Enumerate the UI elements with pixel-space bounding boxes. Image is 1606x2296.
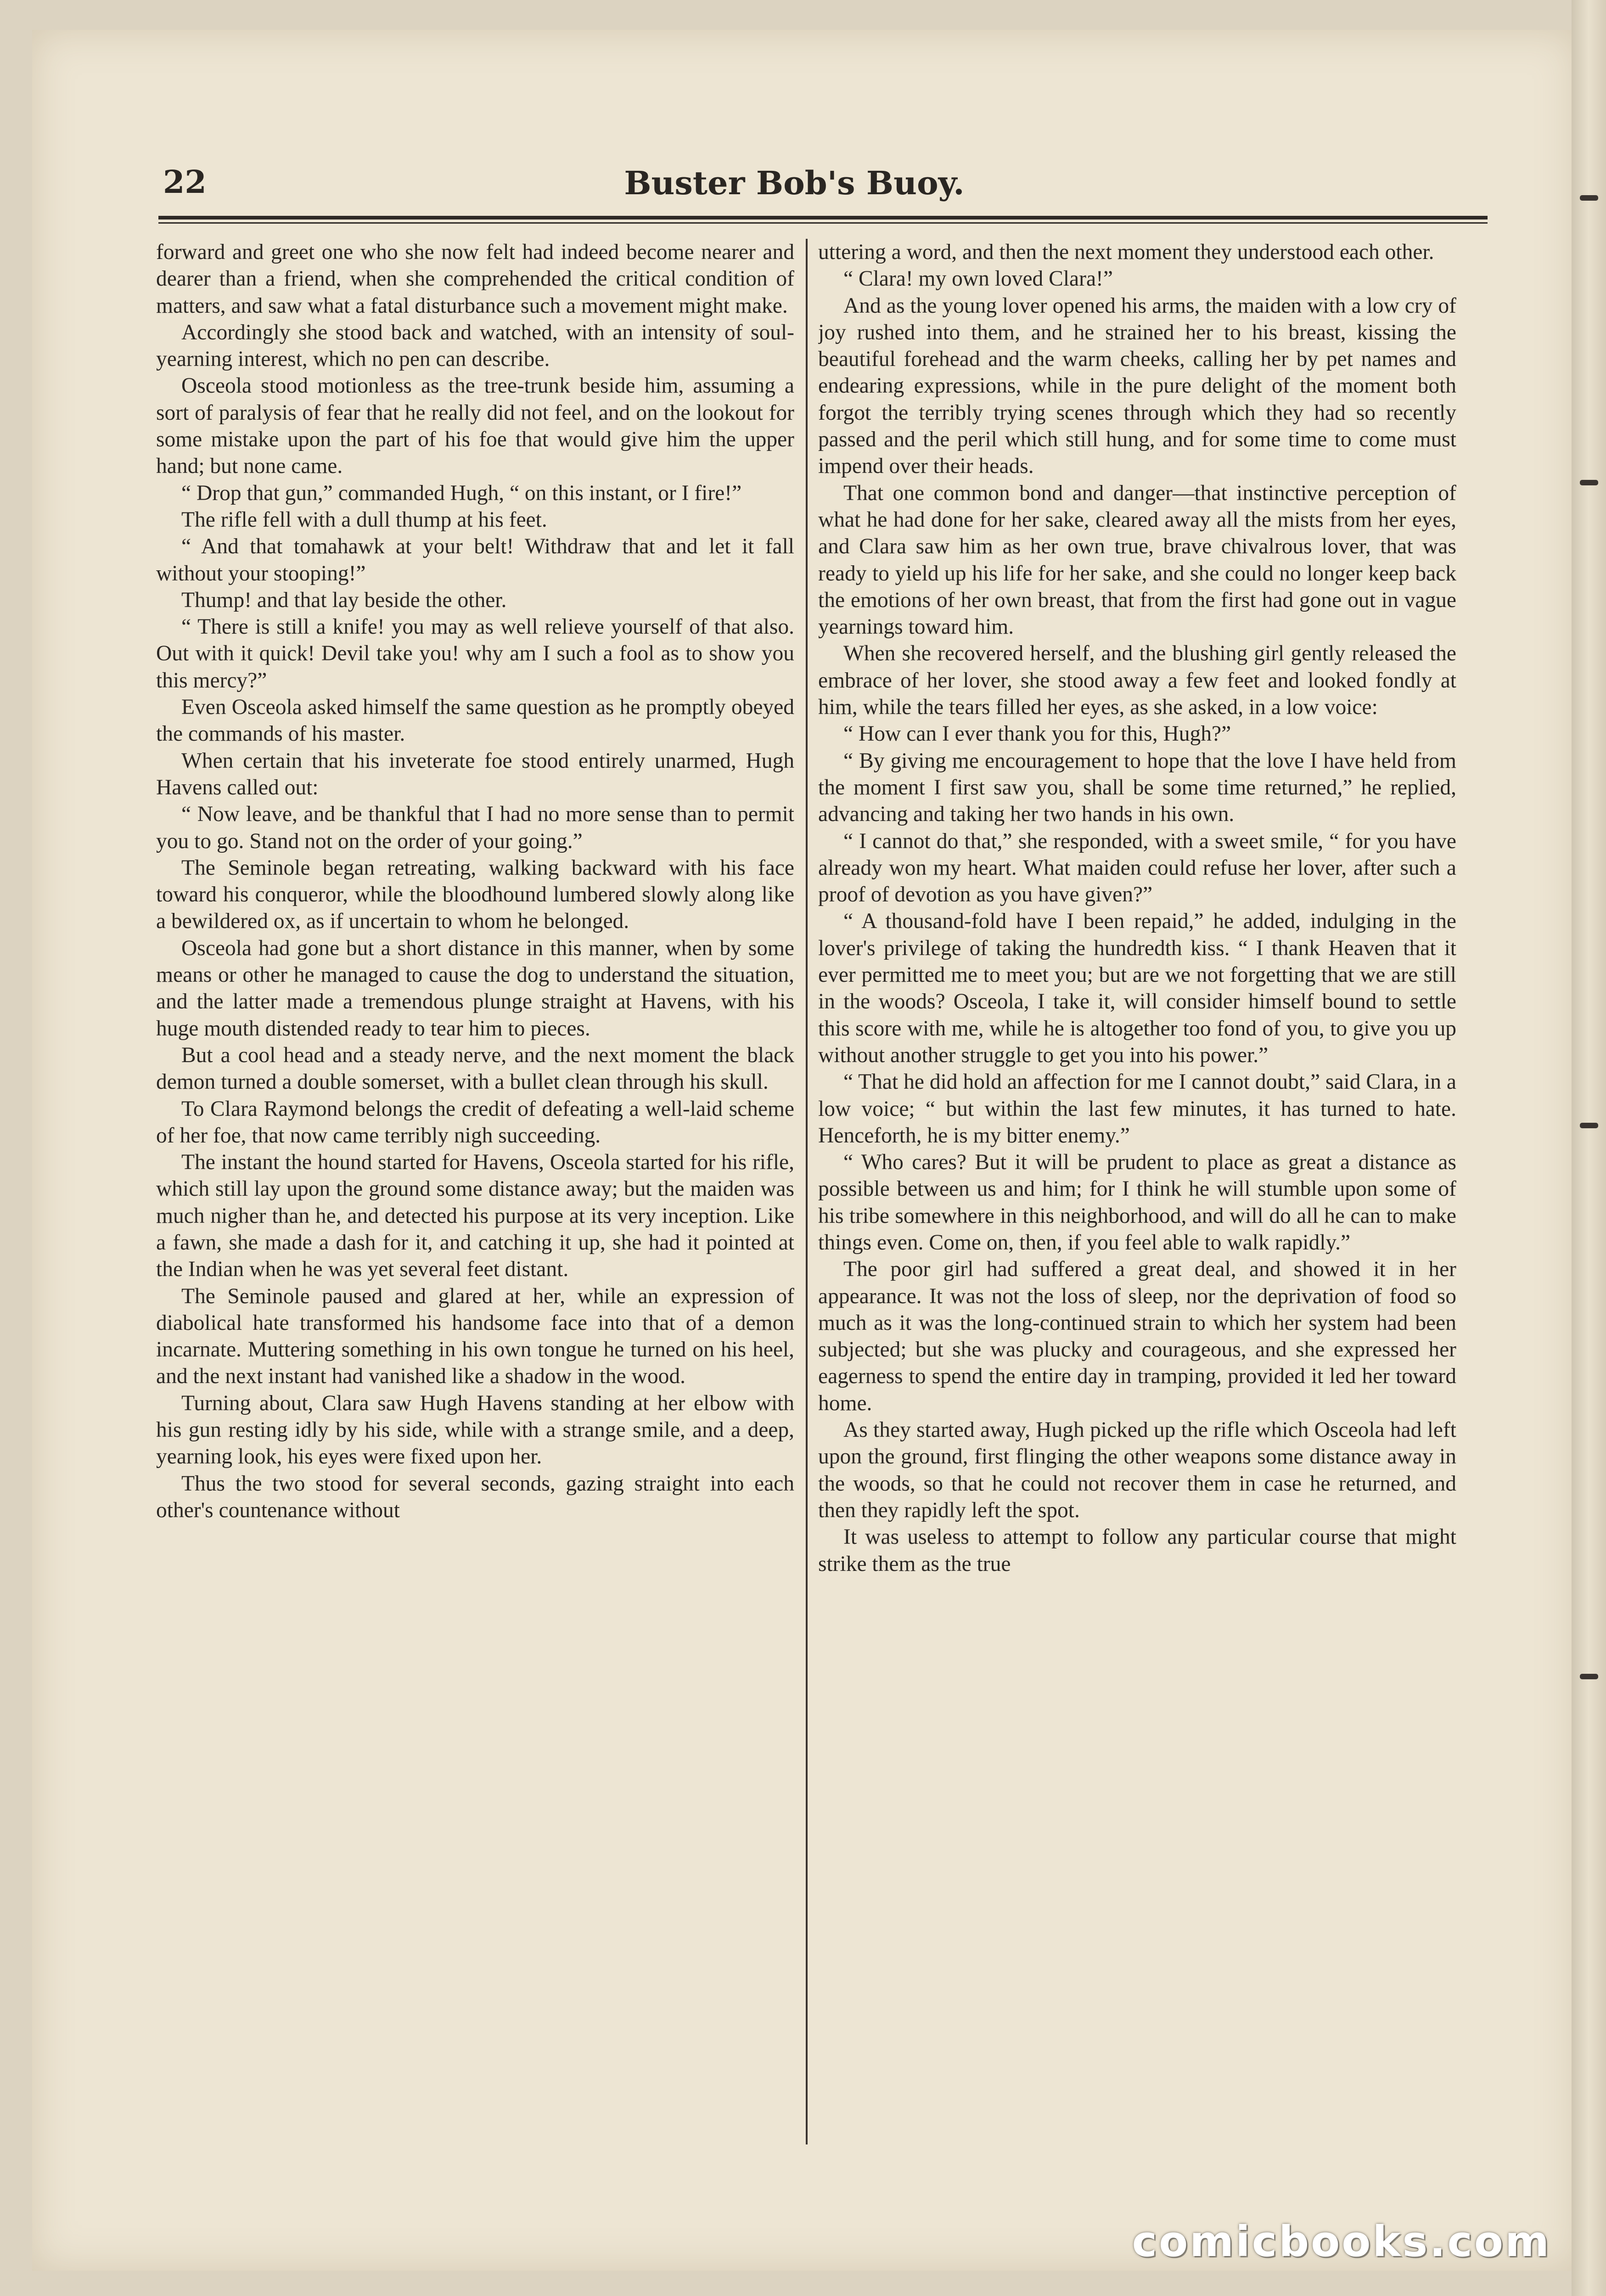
paragraph: When certain that his inveterate foe stood entirely unarmed, Hugh Havens called out: — [156, 748, 794, 799]
paragraph: Osceola had gone but a short distance in this manner, when by some means or other he managed to cause the dog to understand the situation, and the latter made a tremendous plunge straight at Havens, with his huge mouth distended ready to tear him to pieces. — [156, 936, 794, 1041]
paragraph: As they started away, Hugh picked up the rifle which Osceola had left upon the ground, first flinging the other weapons some distance away in the woods, so that he could not recover them in case he returned, and then they rapidly left the spot. — [818, 1418, 1456, 1522]
paragraph: The Seminole paused and glared at her, while an expression of diabolical hate transformed his handsome face into that of a demon incarnate. Muttering something in his own tongue he turned on his heel, and the next instant had vanished like a shadow in the wood. — [156, 1284, 794, 1389]
staple-mark — [1580, 480, 1598, 485]
paragraph: And as the young lover opened his arms, the maiden with a low cry of joy rushed into them, and he strained her to his breast, kissing the beautiful forehead and the warm cheeks, calling her by pet names and endearing expressions, while in the pure delight of the moment both forgot the terribly trying scenes through which they had so recently passed and the peril which still hung, and for some time to come must impend over their heads. — [818, 293, 1456, 478]
paragraph: “ Who cares? But it will be prudent to place as great a distance as possible between us and him; for I think he will stumble upon some of his tribe somewhere in this neighborhood, and will do all he can to make things even. Come on, then, if you feel able to walk rapidly.” — [818, 1150, 1456, 1255]
page-number: 22 — [163, 164, 207, 201]
header-rule-thin — [158, 222, 1488, 224]
paragraph: uttering a word, and then the next moment they understood each other. — [818, 240, 1434, 264]
paragraph: “ Drop that gun,” commanded Hugh, “ on this instant, or I fire!” — [181, 481, 742, 505]
column-divider — [806, 239, 808, 2144]
paragraph: Turning about, Clara saw Hugh Havens standing at her elbow with his gun resting idly by his side, while with a strange smile, and a deep, yearning look, his eyes were fixed upon her. — [156, 1391, 794, 1469]
paragraph: That one common bond and danger—that instinctive perception of what he had done for her sake, cleared away all the mists from her eyes, and Clara saw him as her own true, brave chivalrous lover, that was ready to yield up his life for her sake, and she could no longer keep back the emotions of her own breast, that from the first had gone out in vague yearnings toward him. — [818, 481, 1456, 639]
staple-mark — [1580, 1674, 1598, 1679]
paragraph: To Clara Raymond belongs the credit of defeating a well-laid scheme of her foe, that now came terribly nigh succeeding. — [156, 1097, 794, 1148]
paragraph: When she recovered herself, and the blushing girl gently released the embrace of her lover, she stood away a few feet and looked fondly at him, while the tears filled her eyes, as she asked, in a low voice: — [818, 642, 1456, 720]
text-column-right — [818, 239, 1456, 2149]
paragraph: “ A thousand-fold have I been repaid,” he added, indulging in the lover's privilege of taking the hundredth kiss. “ I thank Heaven that it ever permitted me to meet you; but are we not forgetting that we are still in the woods? Osceola, I take it, will consider himself bound to settle this score with me, while he is altogether too fond of you, to give you up without another struggle to get you into his power.” — [818, 909, 1456, 1067]
header-rule — [158, 216, 1488, 219]
paragraph: The poor girl had suffered a great deal, and showed it in her appearance. It was not the loss of sleep, nor the deprivation of food so much as it was the long-continued strain to which her system had been subjected; but she was plucky and courageous, and she expressed her eagerness to spend the entire day in tramping, provided it led her toward home. — [818, 1257, 1456, 1415]
paragraph: Even Osceola asked himself the same question as he promptly obeyed the commands of his master. — [156, 695, 794, 746]
text-column-left — [156, 239, 794, 2149]
running-title: Buster Bob's Buoy. — [624, 164, 965, 202]
paragraph: “ That he did hold an affection for me I cannot doubt,” said Clara, in a low voice; “ but within the last few minutes, it has turned to hate. Henceforth, he is my bitter enemy.” — [818, 1070, 1456, 1148]
paragraph: “ And that tomahawk at your belt! Withdraw that and let it fall without your stooping!” — [156, 535, 794, 585]
paragraph: Osceola stood motionless as the tree-trunk beside him, assuming a sort of paralysis of fear that he really did not feel, and on the lookout for some mistake upon the part of his foe that would give him the upper hand; but none came. — [156, 374, 794, 478]
paragraph: “ By giving me encouragement to hope that the love I have held from the moment I first saw you, shall be some time returned,” he replied, advancing and taking her two hands in his own. — [818, 748, 1456, 827]
paragraph: “ Now leave, and be thankful that I had no more sense than to permit you to go. Stand not on the order of your going.” — [156, 802, 794, 853]
paragraph: “ I cannot do that,” she responded, with a sweet smile, “ for you have already won my heart. What maiden could refuse her lover, after such a proof of devotion as you have given?” — [818, 829, 1456, 907]
paragraph: Accordingly she stood back and watched, with an intensity of soul-yearning interest, which no pen can describe. — [156, 320, 794, 371]
paragraph: The instant the hound started for Havens, Osceola started for his rifle, which still lay upon the ground some distance away; but the maiden was much nigher than he, and detected his purpose at its very inception. Like a fawn, she made a dash for it, and catching it up, she had it pointed at the Indian when he was yet several feet distant. — [156, 1150, 794, 1282]
page-header — [131, 158, 1458, 214]
paragraph: But a cool head and a steady nerve, and the next moment the black demon turned a double somerset, with a bullet clean through his skull. — [156, 1043, 794, 1094]
paragraph: “ Clara! my own loved Clara!” — [843, 267, 1113, 291]
watermark-logo: comicbooks.com — [1132, 2217, 1551, 2266]
binding-gutter — [1572, 0, 1606, 2296]
paragraph: The Seminole began retreating, walking backward with his face toward his conqueror, while the bloodhound lumbered slowly along like a bewildered ox, as if uncertain to whom he belonged. — [156, 855, 794, 934]
paragraph: “ How can I ever thank you for this, Hugh?” — [843, 722, 1231, 746]
paragraph: forward and greet one who she now felt had indeed become nearer and dearer than a friend, when she comprehended the critical condition of matters, and saw what a fatal disturbance such a movement might make. — [156, 240, 794, 318]
staple-mark — [1580, 195, 1598, 201]
paragraph: Thump! and that lay beside the other. — [181, 588, 507, 612]
paragraph: “ There is still a knife! you may as well relieve yourself of that also. Out with it quick! Devil take you! why am I such a fool as to show you this mercy?” — [156, 615, 794, 692]
paragraph: The rifle fell with a dull thump at his feet. — [181, 507, 547, 532]
paragraph: Thus the two stood for several seconds, gazing straight into each other's countenance without — [156, 1471, 794, 1522]
paragraph: It was useless to attempt to follow any particular course that might strike them as the true — [818, 1525, 1456, 1576]
staple-mark — [1580, 1123, 1598, 1128]
